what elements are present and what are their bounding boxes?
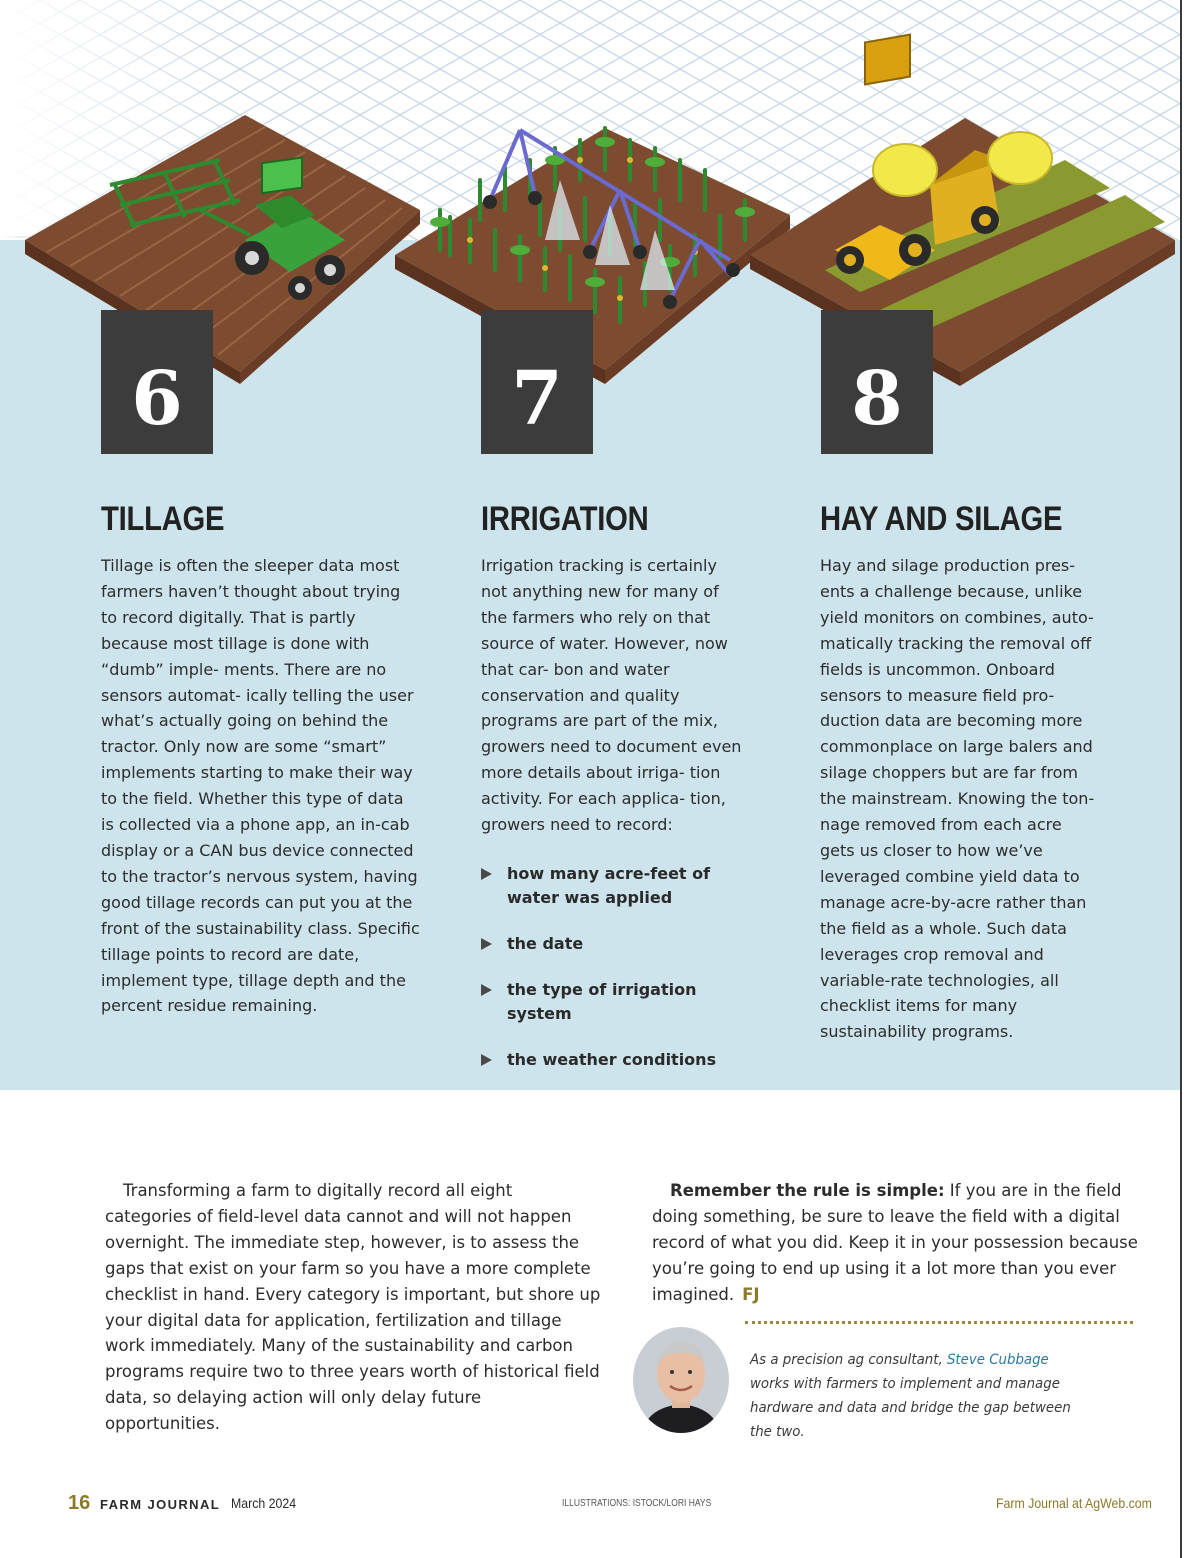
irrigation-section xyxy=(481,500,746,1094)
rule-lead: Remember the rule is simple: xyxy=(670,1181,945,1200)
author-bio: As a precision ag consultant, Steve Cubbage works with farmers to implement and manage hardware and data and bridge the gap between the two. xyxy=(750,1352,1071,1440)
conclusion-paragraph: Transforming a farm to digitally record all eight categories of field-level data cannot and will not happen overnight. The immediate step, however, is to assess the gaps that exist on your farm so you have a more complete checklist in hand. Every category is important, but shore up your digital data for application, fertilization and tillage work immediately. Many of the sustainability and carbon programs require two to three years worth of historical field data, so delaying action will only delay future opportunities. xyxy=(105,1181,601,1434)
section-number-badge: 8 xyxy=(821,310,933,454)
section-body: Tillage is often the sleeper data most farmers haven’t thought about trying to record digitally. That is partly because most tillage is done with “dumb” imple- ments. There are no sensors automat- ically telling the user what’s actually going on behind the tractor. Only now are some “smart” implements starting to make their way to the field. Whether this type of data is collected via a phone app, an in-cab display or a CAN bus device connected to the tractor’s nervous system, having good tillage records can put you at the front of the sustainability class. Specific tillage points to record are date, implement type, tillage depth and the percent residue remaining. xyxy=(101,556,420,1016)
section-heading: HAY AND SILAGE xyxy=(820,500,1063,538)
issue-date: March 2024 xyxy=(231,1495,297,1511)
magazine-name: FARM JOURNAL xyxy=(100,1497,221,1512)
conclusion-left xyxy=(105,1178,601,1437)
list-item: the date xyxy=(481,932,746,956)
section-heading: IRRIGATION xyxy=(481,500,649,538)
bullet-triangle-icon xyxy=(481,1054,492,1066)
section-number-badge: 6 xyxy=(101,310,213,454)
section-number-badge: 7 xyxy=(481,310,593,454)
hay-silage-section xyxy=(820,500,1100,1045)
bullet-triangle-icon xyxy=(481,938,492,950)
rule-text: If you are in the field doing something, be sure to leave the field with a digital record of what you did. Keep it in your possession because you’re going to end up using it a lot more than you ever imagined. xyxy=(652,1181,1138,1304)
hay-bale xyxy=(988,132,1052,184)
author-name-link[interactable]: Steve Cubbage xyxy=(946,1352,1049,1368)
hay-bale xyxy=(873,144,937,196)
section-heading: TILLAGE xyxy=(101,500,225,538)
author-avatar xyxy=(632,1326,730,1434)
rule-paragraph xyxy=(652,1178,1144,1308)
divider xyxy=(745,1321,1133,1324)
page-edge-rule xyxy=(1180,0,1182,1558)
end-mark: FJ xyxy=(742,1284,760,1304)
illustration-credit: ILLUSTRATIONS: ISTOCK/LORI HAYS xyxy=(562,1498,712,1509)
conclusion-right xyxy=(652,1178,1144,1308)
section-body: Irrigation tracking is certainly not anything new for many of the farmers who rely on that source of water. However, now that car- bon and water conservation and quality programs are part of the mix, growers need to document even more details about irriga- tion activity. For each applica- tion, growers need to record: xyxy=(481,556,742,835)
list-item: the weather conditions xyxy=(481,1048,746,1072)
site-link[interactable]: Farm Journal at AgWeb.com xyxy=(996,1495,1152,1511)
list-item: the type of irrigation system xyxy=(481,978,746,1026)
bullet-triangle-icon xyxy=(481,984,492,996)
list-item: how many acre-feet of water was applied xyxy=(481,862,746,910)
irrigation-record-list xyxy=(481,862,746,1072)
page-number: 16 xyxy=(68,1492,91,1514)
section-body: Hay and silage production pres- ents a challenge because, unlike yield monitors on combines, auto- matically tracking the removal off fields is uncommon. Onboard sensors to measure field pro- duction data are becoming more commonplace on large balers and silage choppers but are far from the mainstream. Knowing the ton- nage removed from each acre gets us closer to how we’ve leveraged combine yield data to manage acre-by-acre rather than the field as a whole. Such data leverages crop removal and variable-rate technologies, all checklist items for many sustainability programs. xyxy=(820,556,1095,1042)
bullet-triangle-icon xyxy=(481,868,492,880)
tillage-section xyxy=(101,500,421,1019)
